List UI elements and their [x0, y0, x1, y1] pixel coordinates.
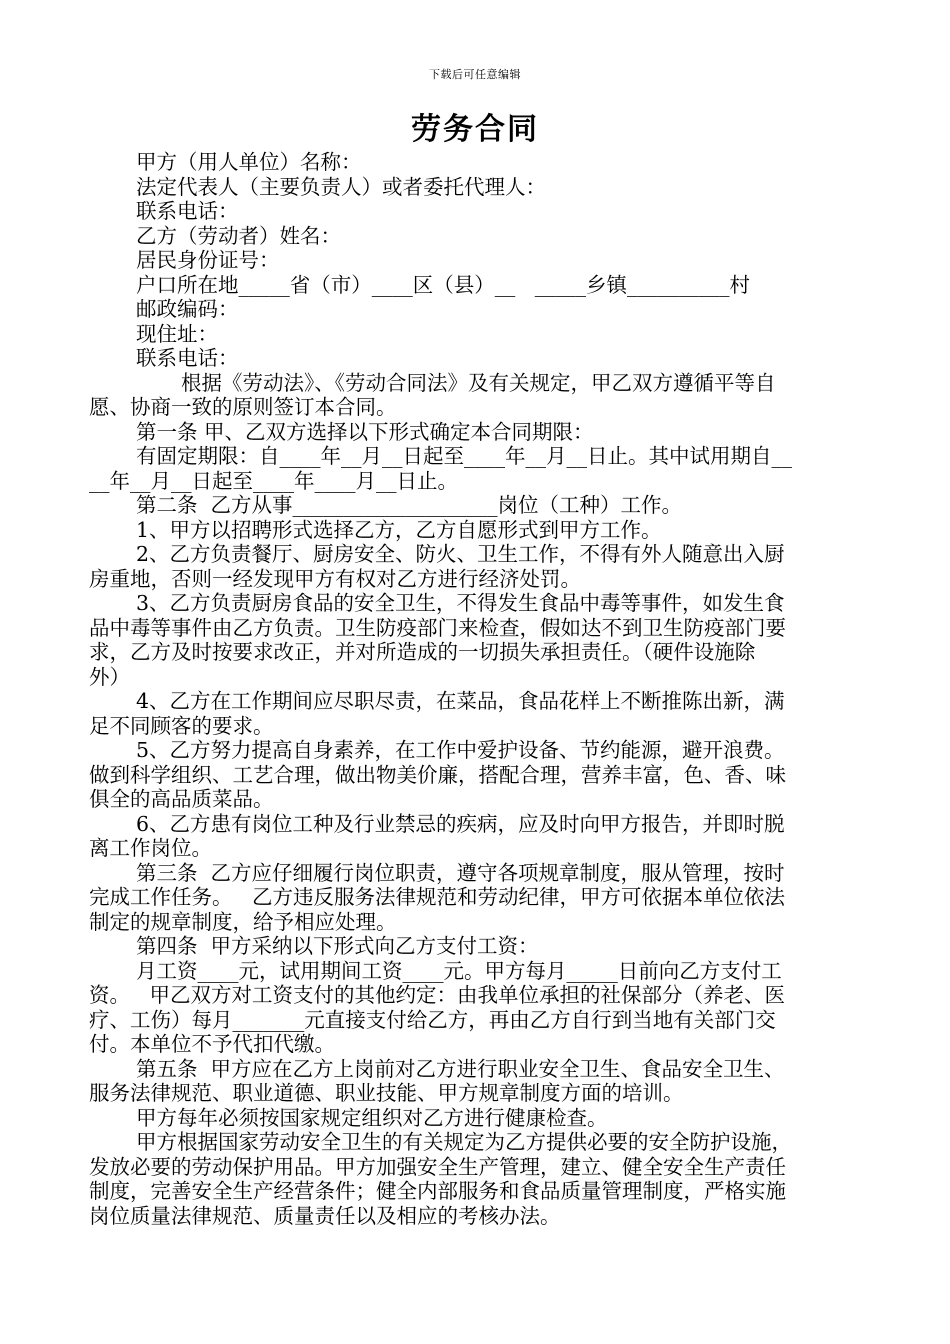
text-line: 愿、协商一致的原则签订本合同。: [89, 395, 397, 419]
text-line: 发放必要的劳动保护用品。甲方加强安全生产管理，建立、健全安全生产责任: [89, 1154, 786, 1179]
text-line: 求，乙方及时按要求改正，并对所造成的一切损失承担责任。（硬件设施除: [89, 640, 756, 664]
text-line: 做到科学组织、工艺合理，做出物美价廉，搭配合理，营养丰富，色、香、味: [89, 762, 786, 787]
header-note: 下载后可任意编辑: [429, 68, 521, 81]
text-line: 法定代表人（主要负责人）或者委托代理人：: [136, 174, 546, 199]
text-line: 房重地，否则一经发现甲方有权对乙方进行经济处罚。: [89, 566, 581, 591]
text-line: 甲方（用人单位）名称：: [136, 150, 362, 174]
text-line: 乙方（劳动者）姓名：: [136, 223, 341, 248]
text-line: 制度，完善安全生产经营条件；健全内部服务和食品质量管理制度，严格实施: [89, 1179, 786, 1203]
text-line: 疗、工伤）每月_______元直接支付给乙方，再由乙方自行到当地有关部门交: [89, 1007, 776, 1032]
text-line: 2、乙方负责餐厅、厨房安全、防火、卫生工作，不得有外人随意出入厨: [136, 542, 785, 566]
text-line: 户口所在地_____省（市）____区（县）__ _____乡镇__________村: [136, 272, 751, 297]
text-line: 根据《劳动法》、《劳动合同法》及有关规定，甲乙双方遵循平等自: [181, 370, 776, 395]
text-line: 第四条 甲方采纳以下形式向乙方支付工资：: [136, 934, 539, 958]
text-line: __年__月__日起至____年____月__日止。: [89, 468, 458, 493]
text-line: 6、乙方患有岗位工种及行业禁忌的疾病，应及时向甲方报告，并即时脱: [136, 811, 785, 836]
text-line: 资。 甲乙双方对工资支付的其他约定：由我单位承担的社保部分（养老、医: [89, 983, 786, 1007]
text-line: 完成工作任务。 乙方违反服务法律规范和劳动纪律，甲方可依据本单位依法: [89, 885, 786, 909]
text-line: 现住址：: [136, 321, 218, 346]
text-line: 4、乙方在工作期间应尽职尽责，在菜品，食品花样上不断推陈出新，满: [136, 689, 785, 713]
text-line: 服务法律规范、职业道德、职业技能、甲方规章制度方面的培训。: [89, 1081, 684, 1105]
text-line: 甲方每年必须按国家规定组织对乙方进行健康检查。: [136, 1105, 608, 1130]
text-line: 联系电话：: [136, 346, 239, 370]
text-line: 有固定期限：自____年__月__日起至____年__月__日止。其中试用期自__: [136, 444, 792, 468]
text-line: 月工资____元，试用期间工资____元。甲方每月_____日前向乙方支付工: [136, 958, 782, 983]
text-line: 第二条 乙方从事____________________岗位（工种）工作。: [136, 493, 683, 517]
text-line: 5、乙方努力提高自身素养，在工作中爱护设备、节约能源，避开浪费。: [136, 738, 785, 762]
text-line: 第三条 乙方应仔细履行岗位职责，遵守各项规章制度，服从管理，按时: [136, 860, 785, 885]
contract-body: [89, 150, 859, 1228]
text-line: 品中毒等事件由乙方负责。卫生防疫部门来检查，假如达不到卫生防疫部门要: [89, 615, 786, 640]
text-line: 第一条 甲、乙双方选择以下形式确定本合同期限：: [136, 419, 594, 444]
text-line: 第五条 甲方应在乙方上岗前对乙方进行职业安全卫生、食品安全卫生、: [136, 1056, 785, 1081]
text-line: 付。本单位不予代扣代缴。: [89, 1032, 335, 1056]
text-line: 岗位质量法律规范、质量责任以及相应的考核办法。: [89, 1203, 561, 1228]
text-line: 邮政编码：: [136, 297, 239, 321]
text-line: 居民身份证号：: [136, 248, 280, 272]
text-line: 1、甲方以招聘形式选择乙方，乙方自愿形式到甲方工作。: [136, 517, 662, 542]
text-line: 离工作岗位。: [89, 836, 212, 860]
text-line: 足不同顾客的要求。: [89, 713, 274, 738]
text-line: 甲方根据国家劳动安全卫生的有关规定为乙方提供必要的安全防护设施，: [136, 1130, 792, 1154]
text-line: 联系电话：: [136, 199, 239, 223]
text-line: 外）: [89, 664, 130, 689]
text-line: 制定的规章制度，给予相应处理。: [89, 909, 397, 934]
text-line: 3、乙方负责厨房食品的安全卫生，不得发生食品中毒等事件，如发生食: [136, 591, 785, 615]
document-title: 劳务合同: [411, 112, 539, 147]
text-line: 俱全的高品质菜品。: [89, 787, 274, 811]
